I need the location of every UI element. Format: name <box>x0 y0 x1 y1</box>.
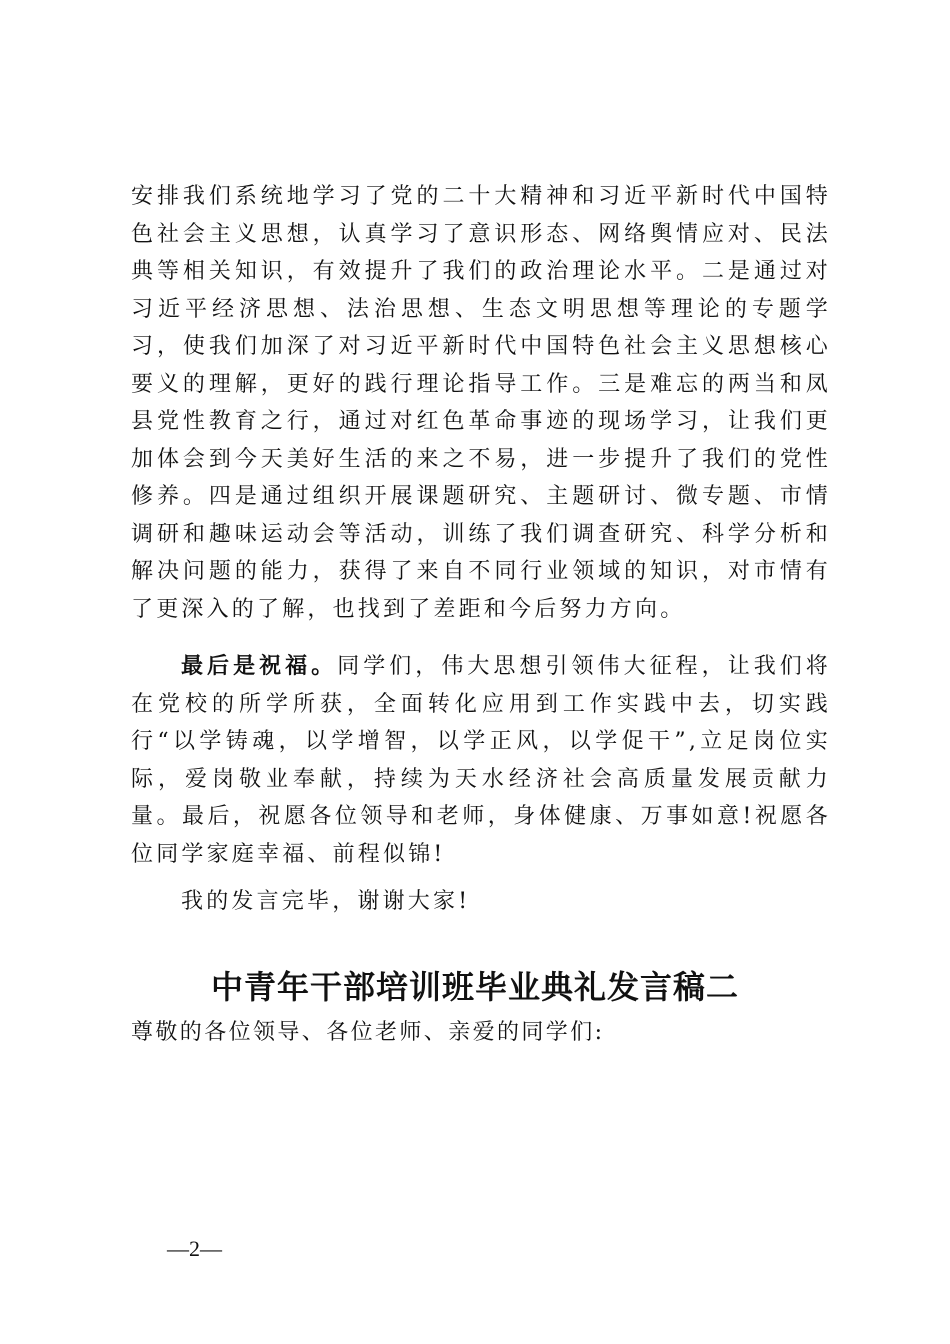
closing-paragraph: 我的发言完毕，谢谢大家! <box>181 889 471 914</box>
body-paragraph-1: 安排我们系统地学习了党的二十大精神和习近平新时代中国特色社会主义思想，认真学习了意识形态、网络舆情应对、民法典等相关知识，有效提升了我们的政治理论水平。二是通过对习近平经济思想、法治思想、生态文明思想等理论的专题学习，使我们加深了对习近平新时代中国特色社会主义思想核心要义的理解，更好的践行理论指导工作。三是难忘的两当和凤县党性教育之行，通过对红色革命事迹的现场学习，让我们更加体会到今天美好生活的来之不易，进一步提升了我们的党性修养。四是通过组织开展课题研究、主题研讨、微专题、市情调研和趣味运动会等活动，训练了我们调查研究、科学分析和解决问题的能力，获得了来自不同行业领域的知识，对市情有了更深入的了解，也找到了差距和今后努力方向。 <box>131 184 831 622</box>
body-paragraph-2 <box>131 648 831 873</box>
section-heading: 中青年干部培训班毕业典礼发言稿二 <box>210 968 739 1006</box>
paragraph-lead-bold: 最后是祝福。 <box>181 654 338 679</box>
page-number: —2— <box>167 1236 222 1261</box>
paragraph-2-body: 同学们，伟大思想引领伟大征程，让我们将在党校的所学所获，全面转化应用到工作实践中去，切实践行“以学铸魂，以学增智，以学正风，以学促干”,立足岗位实际，爱岗敬业奉献，持续为天水经济社会高质量发展贡献力量。最后，祝愿各位领导和老师，身体健康、万事如意!祝愿各位同学家庭幸福、前程似锦! <box>131 654 831 867</box>
salutation-line: 尊敬的各位领导、各位老师、亲爱的同学们: <box>131 1020 605 1045</box>
